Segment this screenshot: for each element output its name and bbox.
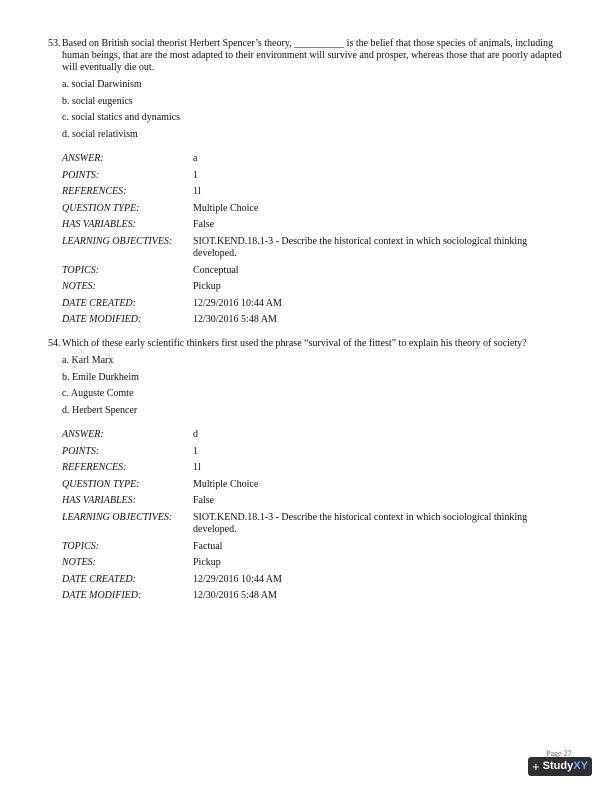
meta-date-created <box>62 298 578 315</box>
brand-suffix: XY <box>573 760 588 772</box>
meta-references <box>62 186 578 203</box>
meta-learning-objectives <box>62 236 578 265</box>
meta-label: DATE MODIFIED: <box>62 314 142 325</box>
question-text: Based on British social theorist Herbert Spencer’s theory, __________ is the belief that those species of animals, including human beings, that are the most adapted to their environment will survive and prosper, whereas those that are poorly adapted will eventually die out. <box>62 38 562 73</box>
meta-label: ANSWER: <box>62 153 104 164</box>
meta-value: a <box>193 153 198 164</box>
meta-value: 1l <box>193 186 201 197</box>
meta-label: DATE CREATED: <box>62 297 136 309</box>
meta-label: QUESTION TYPE: <box>62 202 140 214</box>
meta-value: False <box>193 219 215 230</box>
meta-label: NOTES: <box>62 557 96 568</box>
meta-value: Pickup <box>193 557 221 568</box>
meta-value: SIOT.KEND.18.1-3 - Describe the historical context in which sociological thinking developed. <box>193 235 528 259</box>
meta-value: SIOT.KEND.18.1-3 - Describe the historical context in which sociological thinking developed. <box>193 511 528 535</box>
meta-value: Pickup <box>193 281 221 292</box>
meta-label: POINTS: <box>62 445 100 457</box>
page-number: Page 27 <box>546 749 572 757</box>
meta-label: HAS VARIABLES: <box>62 219 136 230</box>
answer-options <box>62 355 578 421</box>
question-54 <box>48 338 578 607</box>
option-d: d. social relativism <box>62 128 138 140</box>
meta-label: HAS VARIABLES: <box>62 495 136 506</box>
question-text: Which of these early scientific thinkers first used the phrase “survival of the fittest” to explain his theory of society? <box>62 338 527 349</box>
brand-prefix: Study <box>542 760 574 772</box>
question-stem <box>48 338 578 350</box>
meta-question-type <box>62 203 578 220</box>
meta-references <box>62 462 578 479</box>
meta-answer <box>62 153 578 170</box>
question-stem <box>48 38 578 74</box>
meta-date-modified <box>62 314 578 331</box>
option-c: c. social statics and dynamics <box>62 112 181 123</box>
meta-learning-objectives <box>62 512 578 541</box>
plus-icon: + <box>532 759 540 774</box>
meta-label: QUESTION TYPE: <box>62 478 140 490</box>
meta-points <box>62 170 578 187</box>
question-number: 54. <box>48 338 61 349</box>
meta-label: REFERENCES: <box>62 462 127 473</box>
meta-value: 1 <box>193 169 198 181</box>
question-metadata <box>62 429 578 607</box>
meta-value: 1l <box>193 462 201 473</box>
meta-has-variables <box>62 219 578 236</box>
meta-value: Factual <box>193 540 223 552</box>
meta-value: Multiple Choice <box>193 202 259 214</box>
meta-has-variables <box>62 495 578 512</box>
meta-value: d <box>193 429 198 440</box>
meta-value: 12/30/2016 5:48 AM <box>193 314 277 325</box>
meta-value: False <box>193 495 215 506</box>
meta-label: NOTES: <box>62 281 96 292</box>
option-b: b. social eugenics <box>62 95 133 107</box>
meta-value: Conceptual <box>193 264 239 276</box>
option-c: c. Auguste Comte <box>62 388 134 399</box>
question-metadata <box>62 153 578 331</box>
question-53 <box>48 38 578 331</box>
meta-label: TOPICS: <box>62 264 100 276</box>
meta-notes <box>62 281 578 298</box>
answer-options <box>62 79 578 145</box>
meta-value: 12/30/2016 5:48 AM <box>193 590 277 601</box>
meta-value: 12/29/2016 10:44 AM <box>193 297 282 309</box>
meta-label: ANSWER: <box>62 429 104 440</box>
meta-label: REFERENCES: <box>62 186 127 197</box>
meta-value: 12/29/2016 10:44 AM <box>193 573 282 585</box>
meta-topics <box>62 265 578 282</box>
option-d: d. Herbert Spencer <box>62 404 138 416</box>
studyxy-badge[interactable] <box>528 757 592 776</box>
meta-label: LEARNING OBJECTIVES: <box>62 235 173 247</box>
meta-label: POINTS: <box>62 169 100 181</box>
meta-label: TOPICS: <box>62 540 100 552</box>
option-b: b. Emile Durkheim <box>62 371 139 383</box>
meta-date-modified <box>62 590 578 607</box>
meta-points <box>62 446 578 463</box>
meta-topics <box>62 541 578 558</box>
question-number: 53. <box>48 38 61 49</box>
meta-value: 1 <box>193 445 198 457</box>
meta-date-created <box>62 574 578 591</box>
meta-label: DATE CREATED: <box>62 573 136 585</box>
meta-question-type <box>62 479 578 496</box>
meta-label: LEARNING OBJECTIVES: <box>62 511 173 523</box>
option-a: a. Karl Marx <box>62 355 114 366</box>
meta-label: DATE MODIFIED: <box>62 590 142 601</box>
meta-answer <box>62 429 578 446</box>
meta-value: Multiple Choice <box>193 478 259 490</box>
option-a: a. social Darwinism <box>62 79 142 90</box>
meta-notes <box>62 557 578 574</box>
